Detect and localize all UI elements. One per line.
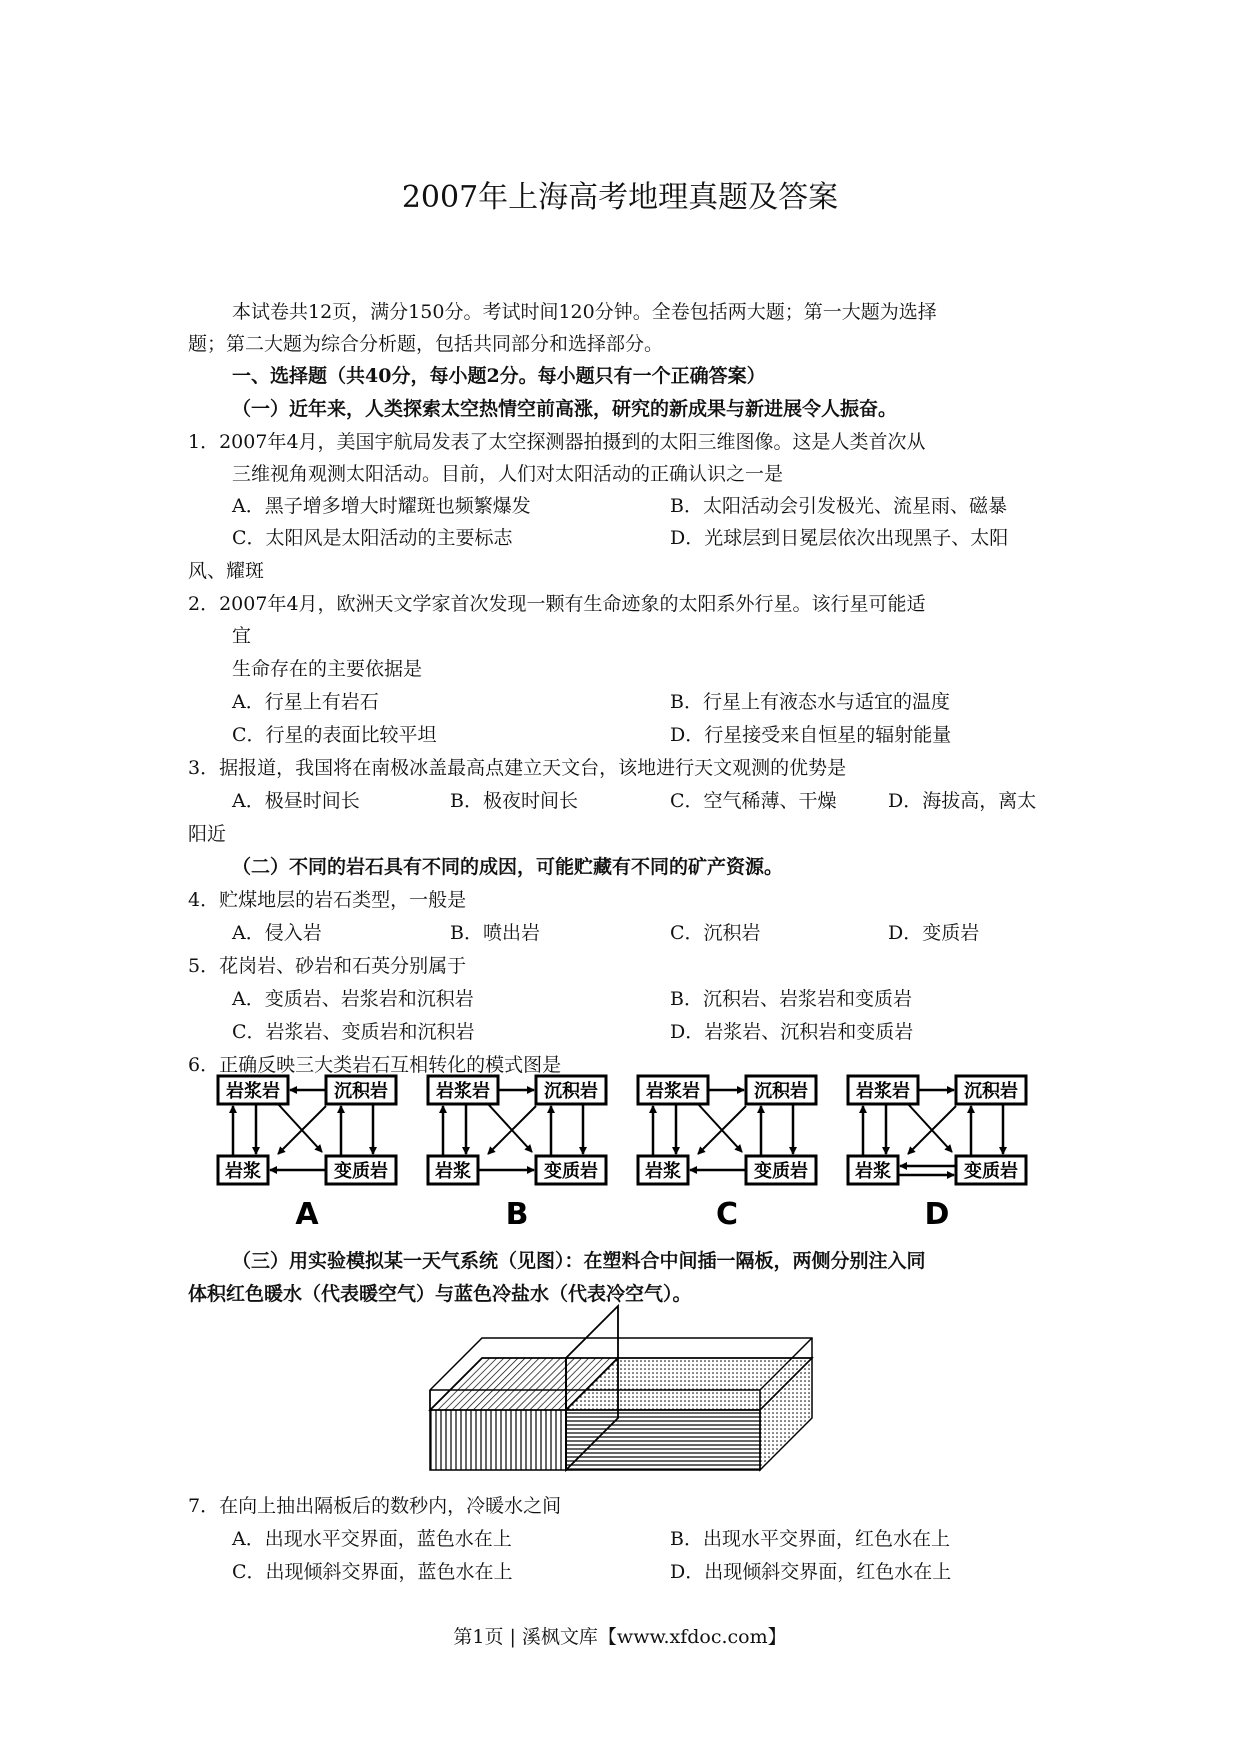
q5-option-a: A．变质岩、岩浆岩和沉积岩: [232, 988, 474, 1010]
diagram-b-label-igneous: 岩浆岩: [436, 1081, 490, 1102]
diagram-a: [218, 1076, 396, 1232]
group-3-heading-line-2: 体积红色暖水（代表暖空气）与蓝色冷盐水（代表冷空气）。: [188, 1283, 692, 1305]
diagram-c-label-metamorphic: 变质岩: [754, 1161, 808, 1182]
diagram-c-label-sedimentary: 沉积岩: [754, 1081, 808, 1102]
q7-option-b: B．出现水平交界面，红色水在上: [670, 1528, 950, 1550]
diagram-b-letter: B: [505, 1197, 529, 1232]
group-2-heading: （二）不同的岩石具有不同的成因，可能贮藏有不同的矿产资源。: [232, 856, 784, 878]
q3-option-d-continued: 阳近: [188, 823, 227, 845]
q3-option-b: B．极夜时间长: [450, 790, 578, 812]
intro-line-1: 本试卷共12页，满分150分。考试时间120分钟。全卷包括两大题；第一大题为选择: [232, 301, 937, 323]
q6-stem: 6．正确反映三大类岩石互相转化的模式图是: [188, 1054, 562, 1076]
q1-option-d-continued: 风、耀斑: [188, 560, 265, 582]
q7-stem: 7．在向上抽出隔板后的数秒内，冷暖水之间: [188, 1495, 562, 1517]
page-footer: 第1页 | 溪枫文库【www.xfdoc.com】: [453, 1626, 787, 1648]
q7-option-d: D．出现倾斜交界面，红色水在上: [670, 1561, 952, 1583]
warm-water-front: [430, 1410, 566, 1470]
q2-option-c: C．行星的表面比较平坦: [232, 724, 437, 746]
q1-stem-line-1: 1．2007年4月，美国宇航局发表了太空探测器拍摄到的太阳三维图像。这是人类首次从: [188, 431, 926, 453]
q5-option-d: D．岩浆岩、沉积岩和变质岩: [670, 1021, 914, 1043]
q4-option-c: C．沉积岩: [670, 922, 761, 944]
q1-option-a: A．黑子增多增大时耀斑也频繁爆发: [232, 495, 531, 517]
section-1-heading: 一、选择题（共40分，每小题2分。每小题只有一个正确答案）: [232, 365, 766, 387]
q5-option-c: C．岩浆岩、变质岩和沉积岩: [232, 1021, 475, 1043]
q7-option-a: A．出现水平交界面，蓝色水在上: [232, 1528, 512, 1550]
diagram-d-letter: D: [924, 1197, 950, 1232]
diagram-b: [428, 1076, 606, 1232]
page-title: 2007年上海高考地理真题及答案: [401, 180, 839, 215]
q3-option-a: A．极昼时间长: [232, 790, 360, 812]
q3-option-c: C．空气稀薄、干燥: [670, 790, 837, 812]
diagram-c-label-igneous: 岩浆岩: [646, 1081, 700, 1102]
q5-option-b: B．沉积岩、岩浆岩和变质岩: [670, 988, 912, 1010]
diagram-b-label-metamorphic: 变质岩: [544, 1161, 598, 1182]
diagram-b-label-sedimentary: 沉积岩: [544, 1081, 598, 1102]
q2-option-a: A．行星上有岩石: [232, 691, 379, 713]
q1-stem-line-2: 三维视角观测太阳活动。目前，人们对太阳活动的正确认识之一是: [232, 463, 784, 485]
group-1-heading: （一）近年来，人类探索太空热情空前高涨，研究的新成果与新进展令人振奋。: [232, 398, 898, 420]
q4-stem: 4．贮煤地层的岩石类型，一般是: [188, 889, 467, 911]
diagram-c-label-magma: 岩浆: [645, 1161, 681, 1182]
diagram-d-label-magma: 岩浆: [855, 1161, 891, 1182]
diagram-a-label-metamorphic: 变质岩: [334, 1161, 388, 1182]
experiment-tank-figure: [420, 1300, 840, 1475]
diagram-d-label-igneous: 岩浆岩: [856, 1081, 910, 1102]
q4-option-b: B．喷出岩: [450, 922, 540, 944]
q2-stem-line-3: 生命存在的主要依据是: [232, 658, 423, 680]
q2-stem-line-1: 2．2007年4月，欧洲天文学家首次发现一颗有生命迹象的太阳系外行星。该行星可能适: [188, 593, 926, 615]
q5-stem: 5．花岗岩、砂岩和石英分别属于: [188, 955, 467, 977]
q4-option-d: D．变质岩: [888, 922, 980, 944]
rock-cycle-diagrams: [210, 1072, 1040, 1232]
diagram-c-letter: C: [715, 1197, 739, 1232]
diagram-d: [848, 1076, 1026, 1232]
diagram-d-label-sedimentary: 沉积岩: [964, 1081, 1018, 1102]
q1-option-b: B．太阳活动会引发极光、流星雨、磁暴: [670, 495, 1007, 517]
q2-option-d: D．行星接受来自恒星的辐射能量: [670, 724, 952, 746]
diagram-a-label-igneous: 岩浆岩: [226, 1081, 280, 1102]
q1-option-c: C．太阳风是太阳活动的主要标志: [232, 527, 513, 549]
diagram-a-label-sedimentary: 沉积岩: [334, 1081, 388, 1102]
diagram-c: [638, 1076, 816, 1232]
diagram-a-letter: A: [295, 1197, 319, 1232]
q7-option-c: C．出现倾斜交界面，蓝色水在上: [232, 1561, 513, 1583]
diagram-a-label-magma: 岩浆: [225, 1161, 261, 1182]
q2-stem-line-2: 宜: [232, 625, 252, 647]
q3-stem: 3．据报道，我国将在南极冰盖最高点建立天文台，该地进行天文观测的优势是: [188, 757, 847, 779]
q4-option-a: A．侵入岩: [232, 922, 322, 944]
diagram-d-label-metamorphic: 变质岩: [964, 1161, 1018, 1182]
group-3-heading-line-1: （三）用实验模拟某一天气系统（见图）：在塑料合中间插一隔板，两侧分别注入同: [232, 1250, 926, 1272]
q2-option-b: B．行星上有液态水与适宜的温度: [670, 691, 950, 713]
diagram-b-label-magma: 岩浆: [435, 1161, 471, 1182]
q3-option-d: D．海拔高，离太: [888, 790, 1037, 812]
intro-line-2: 题；第二大题为综合分析题，包括共同部分和选择部分。: [188, 333, 664, 355]
q1-option-d: D．光球层到日冕层依次出现黑子、太阳: [670, 527, 1009, 549]
